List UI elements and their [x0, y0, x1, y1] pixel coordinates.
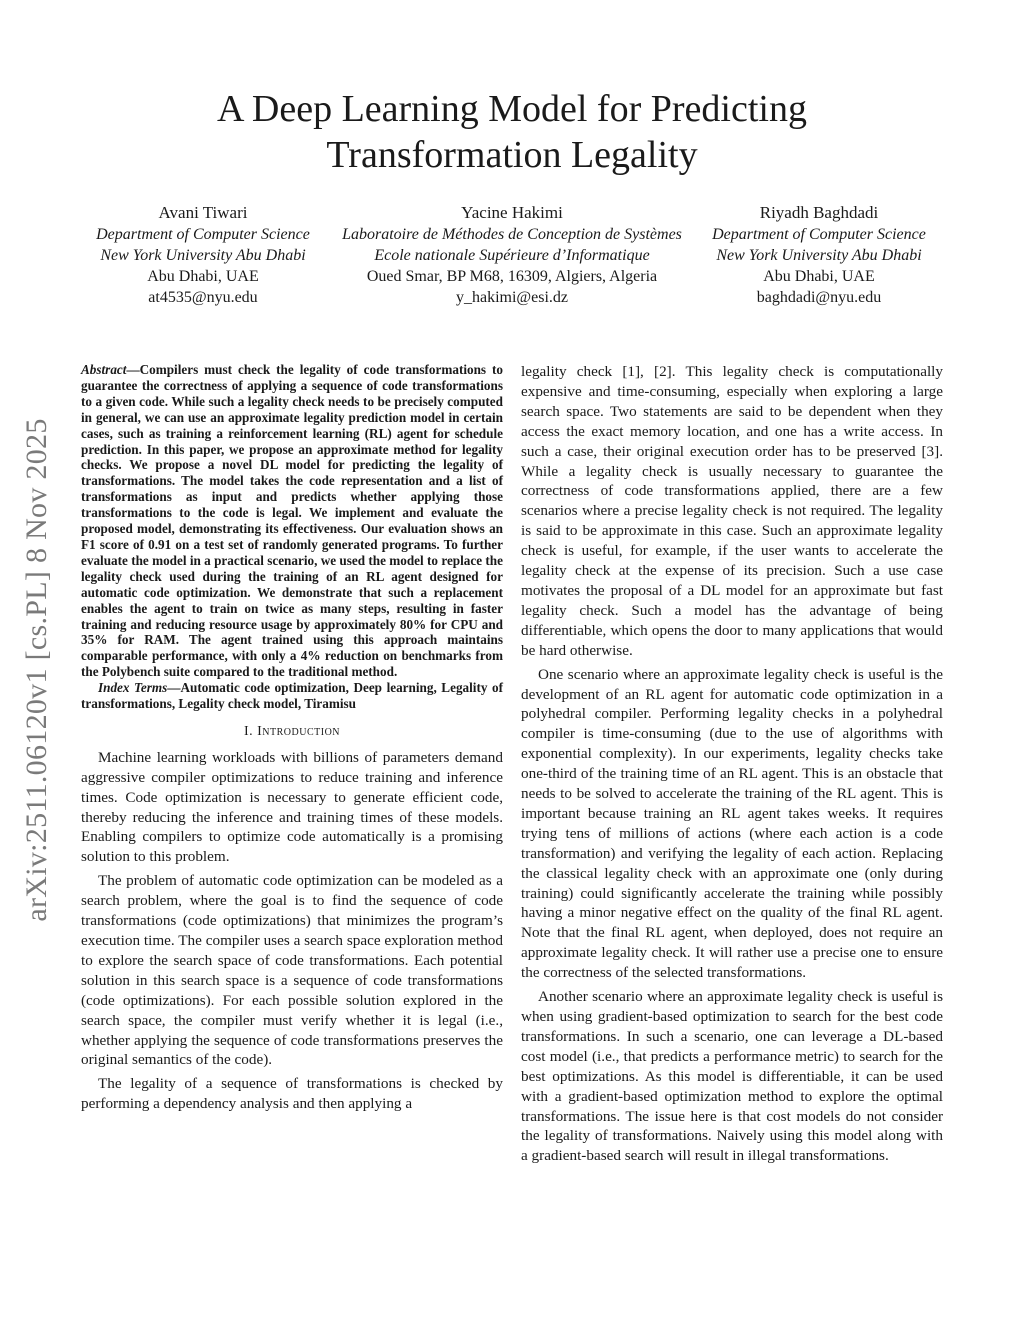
intro-paragraph-2: The problem of automatic code optimization can be modeled as a search problem, where the goal is to find the sequence of code transformations (code optimizations) that minimizes the program’s execution time. The compiler uses a search space exploration method to explore the search space of code transformations. Each potential solution in this search space is a sequence of code transformations (code optimizations). For each possible solution explored in the search space, the compiler must verify whether it is legal (i.e., whether applying the sequence of code transformations preserves the original semantics of the code). — [81, 872, 503, 1069]
author-2 — [326, 202, 698, 308]
author-department: Department of Computer Science — [96, 226, 310, 243]
paper-title-line-1: A Deep Learning Model for Predicting — [217, 88, 807, 130]
author-name: Avani Tiwari — [158, 203, 248, 222]
author-location: Oued Smar, BP M68, 16309, Algiers, Algeria — [366, 268, 658, 285]
section-title: Introduction — [257, 723, 341, 739]
author-name: Yacine Hakimi — [461, 203, 563, 222]
author-institution: New York University Abu Dhabi — [716, 247, 922, 264]
index-terms — [81, 680, 503, 712]
author-email[interactable]: baghdadi@nyu.edu — [756, 289, 882, 306]
author-department: Laboratoire de Méthodes de Conception de Systèmes — [342, 226, 682, 243]
intro-paragraph-4: One scenario where an approximate legality check is useful is the development of an RL agent for automatic code optimization in a polyhedral compiler. Performing legality checks in a polyhedral compiler is time-consuming (due to the use of algorithms with exponential complexity). In our experiments, legality checks take one-third of the training time of an RL agent. This is an obstacle that needs to be solved to accelerate the training of the RL agent. This is important because training an RL agent takes weeks. It requires trying tens of millions of actions (where each action is a code transformation) and verifying the legality of each action. Replacing the classical legality check with an approximate one (only during training) could significantly accelerate the training while possibly having a minor negative effect on the quality of the final RL agent. Note that the final RL agent, when deployed, does not require an approximate legality check. It will rather use a precise one to ensure the correctness of the selected transformations. — [521, 665, 943, 982]
author-email[interactable]: at4535@nyu.edu — [148, 289, 258, 306]
paper-title-line-2: Transformation Legality — [326, 134, 698, 176]
intro-paragraph-3-continued: legality check [1], [2]. This legality check is computationally expensive and time-consuming, especially when exploring a large search space. Two statements are said to be dependent when they access the exact memory location, and one has a write access. In such a case, their original execution order has to be preserved [3]. While a legality check is usually necessary to guarantee the correctness of code transformations applied, there are a few scenarios where a precise legality check is not required. The legality is said to be approximate in this case. Such an approximate legality check is useful, for example, if the user wants to accelerate the legality check at the expense of its precision. Such a use case motivates the proposal of a DL model for an approximate but fast legality check. Such a model has the advantage of being differentiable, which opens the door to many applications that would be hard otherwise. — [521, 363, 943, 659]
author-name: Riyadh Baghdadi — [759, 203, 879, 222]
paper-title — [0, 86, 1024, 178]
intro-paragraph-1: Machine learning workloads with billions of parameters demand aggressive compiler optimizations to reduce training and inference times. Code optimization is necessary to generate efficient code, thereby reducing the inference and training times of these models. Enabling compilers to optimize code automatically is a promising solution to this problem. — [81, 748, 503, 866]
author-location: Abu Dhabi, UAE — [763, 268, 875, 285]
author-institution: Ecole nationale Supérieure d’Informatique — [374, 247, 650, 264]
abstract-text: —Compilers must check the legality of code transformations to guarantee the correctness of applying a sequence of code transformations to a given code. While such a legality check needs to be precisely computed in general, we can use an approximate legality prediction model in certain cases, such as training a reinforcement learning (RL) agent for schedule prediction. In this paper, we propose an approximate method for legality checks. We propose a novel DL model for predicting the legality of transformations. The model takes the code representation and a list of transformations as input and predicts whether applying those transformations to the code is legal. We implement and evaluate the proposed model, demonstrating its effectiveness. Our evaluation shows an F1 score of 0.91 on a test set of randomly generated programs. To further evaluate the model in a practical scenario, we used the model to replace the legality check used during the training of an RL agent designed for automatic code optimization. We demonstrate that such a replacement enables the agent to train on twice as many steps, resulting in faster training and reducing resource usage by approximately 80% for CPU and 35% for RAM. The agent trained using this approach maintains comparable performance, with only a 4% reduction on benchmarks from the Polybench suite compared to the traditional method. — [81, 362, 503, 680]
section-heading-introduction — [81, 722, 503, 742]
abstract-label: Abstract — [81, 362, 127, 377]
arxiv-id-text: arXiv:2511.06120v1 [cs.PL] 8 Nov 2025 — [20, 418, 53, 922]
author-3 — [704, 202, 934, 308]
intro-paragraph-5: Another scenario where an approximate legality check is useful is when using gradient-based optimization to search for the best code transformations. In such a scenario, one can leverage a DL-based cost model (i.e., that predicts a performance metric) to search for the best optimizations. As this model is differentiable, it can be used with a gradient-based optimization method to explore the optimal transformations. The issue here is that cost models do not consider the legality of transformations. Naively using this model along with a gradient-based search will result in illegal transformations. — [521, 988, 943, 1165]
arxiv-sidebar-identifier — [12, 380, 62, 960]
author-institution: New York University Abu Dhabi — [100, 247, 306, 264]
abstract — [81, 362, 503, 680]
index-terms-label: Index Terms — [98, 680, 168, 696]
left-column — [81, 362, 503, 1118]
author-department: Department of Computer Science — [712, 226, 926, 243]
author-location: Abu Dhabi, UAE — [147, 268, 259, 285]
index-terms-text: —Automatic code optimization, Deep learning, Legality of transformations, Legality check model, Tiramisu — [81, 680, 503, 712]
author-email[interactable]: y_hakimi@esi.dz — [455, 289, 569, 306]
section-number: I. — [243, 723, 258, 739]
intro-paragraph-3: The legality of a sequence of transformations is checked by performing a dependency analysis and then applying a — [81, 1075, 503, 1113]
right-column — [521, 362, 943, 1170]
author-1 — [88, 202, 318, 308]
